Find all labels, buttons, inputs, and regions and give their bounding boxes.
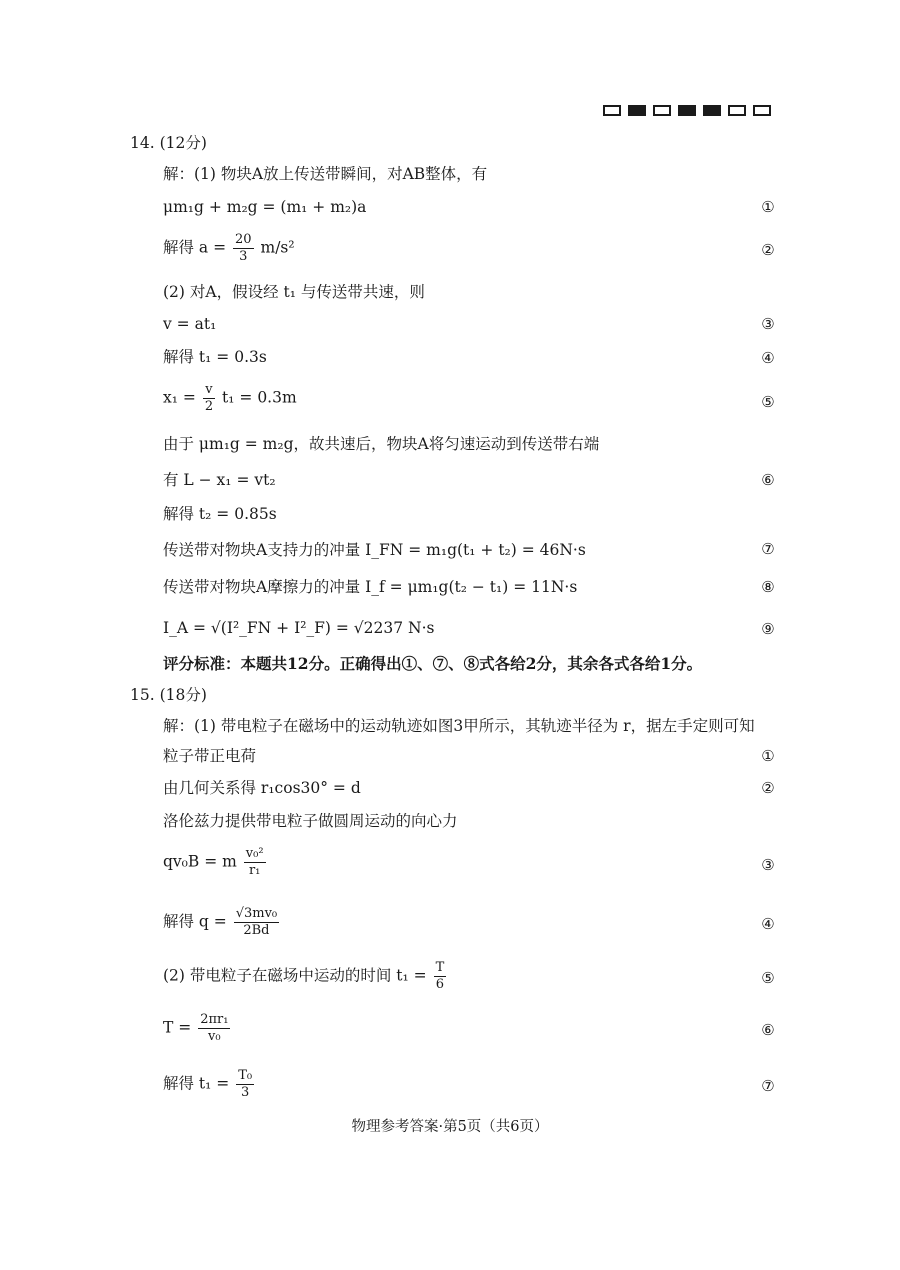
q14-header: 14. (12分) — [130, 134, 207, 152]
marker-empty — [728, 105, 746, 116]
page-markers — [603, 105, 771, 116]
q15-eq4: 解得 q = $\frac{\text{√3mv₀}}{2Bd}$ — [163, 906, 278, 938]
eq-number: ① — [761, 747, 775, 765]
q15-note: 洛伦兹力提供带电粒子做圆周运动的向心力 — [163, 812, 458, 830]
q14-eq7: 解得 t₂ = 0.85s — [163, 505, 277, 523]
q15-eq2: 由几何关系得 r₁cos30° = d — [163, 779, 361, 797]
marker-empty — [653, 105, 671, 116]
marker-empty — [603, 105, 621, 116]
eq-number: ⑥ — [761, 471, 775, 489]
eq-number: ⑧ — [761, 578, 775, 596]
q14-intro: 解：(1) 物块A放上传送带瞬间，对AB整体，有 — [163, 165, 488, 183]
eq-number: ⑦ — [761, 540, 775, 558]
q15-eq7: 解得 t₁ = $\frac{\text{T₀}}{3}$ — [163, 1068, 253, 1100]
marker-filled — [628, 105, 646, 116]
q14-eq3: v = at₁ — [163, 315, 217, 333]
q14-eq8: 传送带对物块A支持力的冲量 I_FN = m₁g(t₁ + t₂) = 46N·s — [163, 541, 586, 559]
q14-scoring: 评分标准：本题共12分。正确得出①、⑦、⑧式各给2分，其余各式各给1分。 — [163, 654, 703, 673]
eq-number: ③ — [761, 315, 775, 333]
q14-eq6: 有 L − x₁ = vt₂ — [163, 471, 276, 489]
eq-number: ④ — [761, 915, 775, 933]
q14-eq4: 解得 t₁ = 0.3s — [163, 348, 267, 366]
eq-number: ⑤ — [761, 969, 775, 987]
q14-eq10: I_A = √(I²_FN + I²_F) = √2237 N·s — [163, 619, 435, 637]
eq-number: ② — [761, 779, 775, 797]
eq-number: ① — [761, 198, 775, 216]
eq-number: ⑦ — [761, 1077, 775, 1095]
q14-eq2: 解得 a = $\frac{20}{3}$ m/s² — [163, 232, 295, 264]
q15-eq5: (2) 带电粒子在磁场中运动的时间 t₁ = $\frac{T}{6}$ — [163, 960, 445, 992]
q15-intro1: 解：(1) 带电粒子在磁场中的运动轨迹如图3甲所示，其轨迹半径为 r，据左手定则可知 — [163, 717, 755, 735]
q14-eq9: 传送带对物块A摩擦力的冲量 I_f = μm₁g(t₂ − t₁) = 11N·s — [163, 578, 578, 596]
eq-number: ⑨ — [761, 620, 775, 638]
eq-number: ⑤ — [761, 393, 775, 411]
q15-header: 15. (18分) — [130, 686, 207, 704]
marker-filled — [703, 105, 721, 116]
q14-note: 由于 μm₁g = m₂g，故共速后，物块A将匀速运动到传送带右端 — [163, 435, 600, 453]
eq-number: ⑥ — [761, 1021, 775, 1039]
q15-eq6: T = $\frac{\text{2πr₁}}{\text{v₀}}$ — [163, 1012, 229, 1044]
q14-eq5: x₁ = $\frac{v}{2}$ t₁ = 0.3m — [163, 382, 297, 414]
page-footer: 物理参考答案·第5页（共6页） — [351, 1119, 549, 1135]
marker-empty — [753, 105, 771, 116]
q14-part2: (2) 对A，假设经 t₁ 与传送带共速，则 — [163, 283, 425, 301]
eq-number: ② — [761, 241, 775, 259]
q15-intro2: 粒子带正电荷 — [163, 747, 257, 765]
marker-filled — [678, 105, 696, 116]
eq-number: ④ — [761, 349, 775, 367]
q14-eq1: μm₁g + m₂g = (m₁ + m₂)a — [163, 198, 367, 216]
q15-eq3: qv₀B = m $\frac{\text{v₀²}}{\text{r₁}}$ — [163, 846, 264, 878]
eq-number: ③ — [761, 856, 775, 874]
